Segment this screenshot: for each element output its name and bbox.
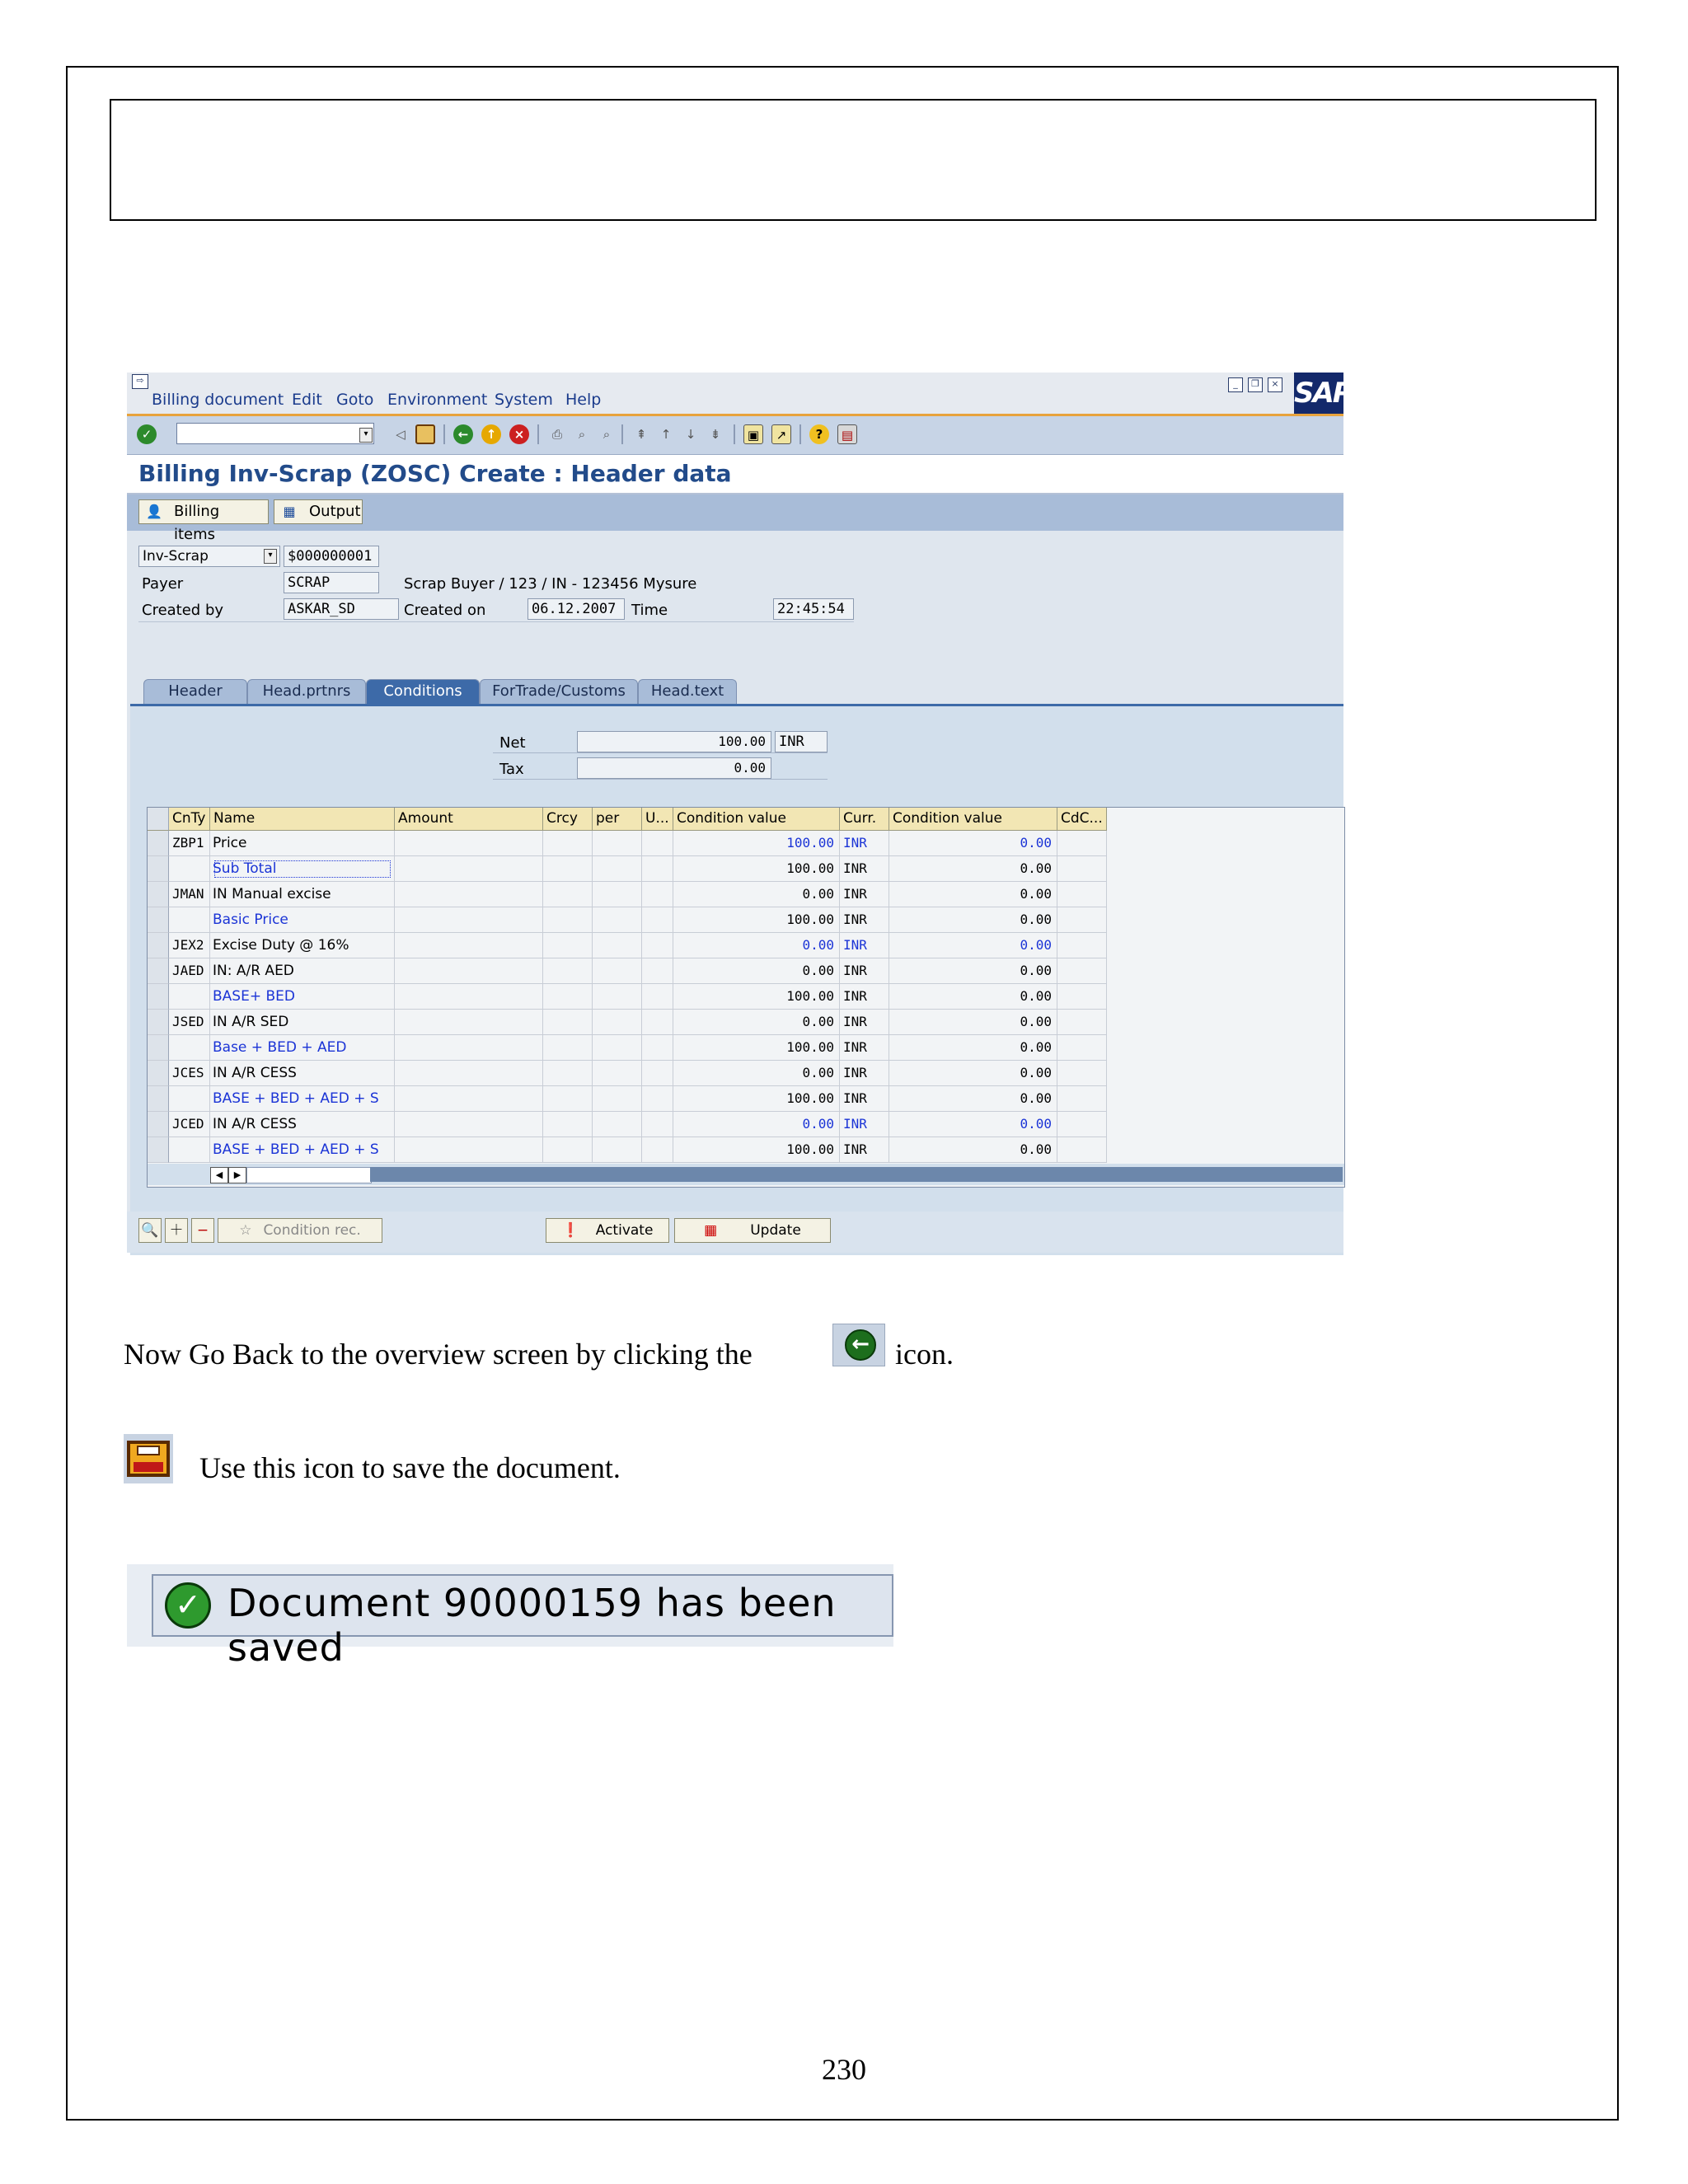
column-header-name[interactable]: Name — [210, 808, 395, 831]
table-row[interactable] — [148, 984, 1107, 1010]
cell-condition-value-2: 0.00 — [889, 1086, 1057, 1112]
cell-name: Excise Duty @ 16% — [210, 933, 395, 958]
billing-items-button[interactable] — [138, 499, 269, 543]
cell-unit — [642, 1086, 673, 1112]
cell-amount — [395, 831, 543, 856]
cancel-icon[interactable]: × — [509, 424, 529, 444]
cell-crcy — [543, 1061, 593, 1086]
menu-bar — [127, 373, 1352, 416]
horizontal-scrollbar[interactable] — [148, 1164, 1344, 1185]
table-row[interactable] — [148, 1010, 1107, 1035]
cell-name: IN: A/R AED — [210, 958, 395, 984]
row-select[interactable] — [148, 1112, 169, 1137]
sap-logo: SAP — [1294, 373, 1343, 414]
update-icon: ▦ — [704, 1222, 718, 1239]
cell-currency: INR — [840, 831, 889, 856]
table-row[interactable] — [148, 958, 1107, 984]
cell-crcy — [543, 958, 593, 984]
sap-window — [127, 373, 1352, 1253]
cell-condition-value-2: 0.00 — [889, 831, 1057, 856]
cell-name: Base + BED + AED — [210, 1035, 395, 1061]
minimize-icon[interactable]: _ — [1228, 377, 1243, 392]
cell-cnty: JCED — [169, 1112, 210, 1137]
cell-crcy — [543, 1086, 593, 1112]
cell-condition-value: 100.00 — [673, 831, 840, 856]
row-select[interactable] — [148, 831, 169, 856]
cell-condition-value-2: 0.00 — [889, 856, 1057, 882]
doc-number-field: $000000001 — [284, 546, 379, 567]
toolbar-separator — [799, 424, 801, 444]
column-header-currency[interactable]: Crcy — [543, 808, 593, 831]
cell-unit — [642, 856, 673, 882]
row-select[interactable] — [148, 856, 169, 882]
cell-cnty: JMAN — [169, 882, 210, 907]
column-header-cnty[interactable]: CnTy — [169, 808, 210, 831]
tax-value-field: 0.00 — [577, 757, 771, 779]
table-row[interactable] — [148, 1086, 1107, 1112]
person-icon: 👤 — [146, 504, 162, 519]
cell-unit — [642, 984, 673, 1010]
cell-per — [593, 831, 642, 856]
cell-currency: INR — [840, 1137, 889, 1163]
row-select[interactable] — [148, 1137, 169, 1163]
back-icon[interactable]: ← — [453, 424, 473, 444]
cell-crcy — [543, 1035, 593, 1061]
cell-cnty — [169, 907, 210, 933]
cell-cdc — [1057, 1137, 1107, 1163]
table-row[interactable] — [148, 882, 1107, 907]
page-number: 230 — [822, 2053, 866, 2086]
cell-per — [593, 907, 642, 933]
toolbar-separator — [443, 424, 445, 444]
cell-condition-value: 0.00 — [673, 882, 840, 907]
row-select[interactable] — [148, 882, 169, 907]
cell-name: IN Manual excise — [210, 882, 395, 907]
payer-description: Scrap Buyer / 123 / IN - 123456 Mysure — [404, 575, 697, 593]
cell-condition-value: 0.00 — [673, 1010, 840, 1035]
cell-per — [593, 856, 642, 882]
cell-condition-value: 100.00 — [673, 984, 840, 1010]
header-divider — [138, 621, 854, 622]
previous-page-icon[interactable]: ↑ — [660, 427, 672, 442]
cell-crcy — [543, 933, 593, 958]
instruction-back: Now Go Back to the overview screen by clicking the — [124, 1338, 753, 1371]
conditions-bottom-toolbar — [127, 1212, 1343, 1253]
column-header-unit[interactable]: U... — [642, 808, 673, 831]
cell-condition-value-2: 0.00 — [889, 882, 1057, 907]
cell-condition-value: 100.00 — [673, 1137, 840, 1163]
cell-crcy — [543, 984, 593, 1010]
cell-crcy — [543, 1112, 593, 1137]
last-page-icon[interactable]: ⇟ — [710, 427, 721, 442]
command-field[interactable] — [176, 423, 374, 444]
find-icon[interactable]: ⌕ — [578, 427, 586, 442]
cell-per — [593, 1061, 642, 1086]
cell-condition-value-2: 0.00 — [889, 984, 1057, 1010]
cell-unit — [642, 907, 673, 933]
exit-icon[interactable]: ↑ — [481, 424, 501, 444]
cell-unit — [642, 1010, 673, 1035]
cell-crcy — [543, 856, 593, 882]
tab-foreign-trade-customs[interactable]: ForTrade/Customs — [480, 679, 638, 704]
row-select[interactable] — [148, 1035, 169, 1061]
cell-per — [593, 1010, 642, 1035]
delete-row-icon[interactable]: − — [191, 1218, 214, 1243]
insert-row-icon[interactable]: ＋ — [165, 1218, 188, 1243]
table-row[interactable] — [148, 1112, 1107, 1137]
standard-toolbar — [127, 416, 1343, 455]
cell-condition-value-2: 0.00 — [889, 958, 1057, 984]
cell-unit — [642, 831, 673, 856]
cell-amount — [395, 1137, 543, 1163]
table-row[interactable] — [148, 1061, 1107, 1086]
column-header-per[interactable]: per — [593, 808, 642, 831]
row-select[interactable] — [148, 984, 169, 1010]
enter-icon[interactable]: ✓ — [137, 424, 157, 444]
cell-currency: INR — [840, 1061, 889, 1086]
cell-crcy — [543, 882, 593, 907]
cell-cdc — [1057, 1112, 1107, 1137]
status-message-box — [152, 1574, 893, 1670]
cell-unit — [642, 1061, 673, 1086]
row-select[interactable] — [148, 907, 169, 933]
cell-cdc — [1057, 831, 1107, 856]
conditions-panel — [130, 704, 1343, 1255]
cell-per — [593, 1086, 642, 1112]
cell-amount — [395, 1035, 543, 1061]
cell-name: Basic Price — [210, 907, 395, 933]
created-on-label: Created on — [404, 602, 486, 619]
next-page-icon[interactable]: ↓ — [685, 427, 696, 442]
column-header-amount[interactable]: Amount — [395, 808, 543, 831]
cell-unit — [642, 1137, 673, 1163]
tax-label: Tax — [499, 761, 524, 778]
scroll-right-icon[interactable]: ▶ — [228, 1167, 246, 1183]
cell-per — [593, 882, 642, 907]
instruction-save: Use this icon to save the document. — [199, 1451, 621, 1484]
table-row[interactable] — [148, 856, 1107, 882]
column-header-condition-value[interactable]: Condition value — [673, 808, 840, 831]
save-icon — [124, 1434, 173, 1483]
net-currency-field: INR — [775, 731, 828, 752]
cell-unit — [642, 1112, 673, 1137]
application-toolbar — [127, 494, 1343, 543]
table-row[interactable] — [148, 1137, 1107, 1163]
cell-condition-value-2: 0.00 — [889, 1137, 1057, 1163]
condition-record-button[interactable] — [218, 1218, 382, 1243]
select-all-column[interactable] — [148, 808, 169, 831]
row-select[interactable] — [148, 1010, 169, 1035]
cell-condition-value-2: 0.00 — [889, 1010, 1057, 1035]
toolbar-separator — [537, 424, 539, 444]
column-header-condition-value-2[interactable]: Condition value — [889, 808, 1057, 831]
output-icon: ▦ — [283, 504, 296, 519]
cell-cnty — [169, 1035, 210, 1061]
created-on-field: 06.12.2007 — [528, 598, 625, 620]
update-label: Update — [750, 1222, 801, 1239]
table-row[interactable] — [148, 831, 1107, 856]
cell-cdc — [1057, 882, 1107, 907]
window-menu-icon[interactable]: ⇨ — [132, 374, 148, 389]
totals-divider — [493, 752, 828, 753]
cell-condition-value-2: 0.00 — [889, 933, 1057, 958]
condition-record-icon: ☆ — [239, 1222, 252, 1239]
cell-amount — [395, 1010, 543, 1035]
condition-record-label: Condition rec. — [263, 1222, 361, 1239]
page-title: Billing Inv-Scrap (ZOSC) Create : Header data — [138, 460, 732, 487]
close-icon[interactable]: × — [1268, 377, 1282, 392]
menu-edit[interactable]: Edit — [292, 391, 322, 409]
command-history-icon[interactable]: ◁ — [396, 427, 406, 442]
time-field: 22:45:54 — [773, 598, 854, 620]
page-header-box — [110, 99, 1597, 221]
cell-amount — [395, 1112, 543, 1137]
doc-type-field[interactable]: Inv-Scrap — [138, 546, 280, 567]
billing-items-label: Billing items — [174, 503, 220, 543]
cell-condition-value: 0.00 — [673, 1112, 840, 1137]
cell-condition-value: 0.00 — [673, 958, 840, 984]
cell-cdc — [1057, 958, 1107, 984]
cell-amount — [395, 1061, 543, 1086]
table-row[interactable] — [148, 933, 1107, 958]
update-button[interactable] — [674, 1218, 831, 1243]
cell-currency: INR — [840, 958, 889, 984]
cell-amount — [395, 907, 543, 933]
doc-type-dropdown-icon[interactable]: ▾ — [264, 549, 277, 564]
help-icon[interactable]: ? — [809, 424, 829, 444]
cell-condition-value: 100.00 — [673, 1086, 840, 1112]
cell-name: BASE+ BED — [210, 984, 395, 1010]
cell-currency: INR — [840, 856, 889, 882]
cell-cnty — [169, 1137, 210, 1163]
first-page-icon[interactable]: ⇞ — [635, 427, 647, 442]
cell-name: BASE + BED + AED + S — [210, 1137, 395, 1163]
cell-condition-value-2: 0.00 — [889, 1112, 1057, 1137]
cell-cnty — [169, 1086, 210, 1112]
cell-crcy — [543, 907, 593, 933]
cell-unit — [642, 933, 673, 958]
net-value-field: 100.00 — [577, 731, 771, 752]
cell-currency: INR — [840, 907, 889, 933]
cell-condition-value: 0.00 — [673, 933, 840, 958]
created-by-field: ASKAR_SD — [284, 598, 399, 620]
output-label: Output — [309, 503, 361, 520]
title-bar — [127, 455, 1343, 494]
cell-cnty: JSED — [169, 1010, 210, 1035]
tab-head-partners[interactable]: Head.prtnrs — [247, 679, 366, 704]
cell-cdc — [1057, 907, 1107, 933]
row-select[interactable] — [148, 933, 169, 958]
cell-currency: INR — [840, 882, 889, 907]
cell-unit — [642, 958, 673, 984]
tab-conditions[interactable]: Conditions — [366, 679, 480, 704]
cell-per — [593, 1035, 642, 1061]
cell-name: IN A/R SED — [210, 1010, 395, 1035]
save-icon[interactable] — [415, 424, 435, 444]
cell-per — [593, 984, 642, 1010]
success-check-icon: ✓ — [165, 1582, 211, 1629]
back-icon: ← — [832, 1324, 885, 1366]
table-row[interactable] — [148, 907, 1107, 933]
activate-label: Activate — [595, 1222, 654, 1239]
cell-cdc — [1057, 1061, 1107, 1086]
tab-head-text[interactable]: Head.text — [638, 679, 737, 704]
cell-cnty: JEX2 — [169, 933, 210, 958]
find-next-icon[interactable]: ⌕ — [603, 427, 611, 442]
cell-condition-value: 100.00 — [673, 1035, 840, 1061]
cell-name: Price — [210, 831, 395, 856]
menu-environment[interactable]: Environment — [387, 391, 488, 409]
payer-field[interactable]: SCRAP — [284, 572, 379, 593]
cell-per — [593, 933, 642, 958]
cell-amount — [395, 933, 543, 958]
cell-amount — [395, 882, 543, 907]
cell-crcy — [543, 1010, 593, 1035]
cell-condition-value-2: 0.00 — [889, 1061, 1057, 1086]
menu-system[interactable]: System — [495, 391, 553, 409]
cell-amount — [395, 1086, 543, 1112]
toolbar-separator — [621, 424, 623, 444]
net-label: Net — [499, 734, 526, 752]
scroll-track[interactable] — [370, 1167, 1343, 1182]
cell-name: IN A/R CESS — [210, 1061, 395, 1086]
cell-name: BASE + BED + AED + S — [210, 1086, 395, 1112]
cell-condition-value-2: 0.00 — [889, 1035, 1057, 1061]
cell-amount — [395, 856, 543, 882]
cell-cdc — [1057, 856, 1107, 882]
cell-cdc — [1057, 1010, 1107, 1035]
menu-help[interactable]: Help — [565, 391, 602, 409]
cell-name: IN A/R CESS — [210, 1112, 395, 1137]
cell-cnty — [169, 984, 210, 1010]
menu-billing-document[interactable]: Billing document — [152, 391, 284, 409]
print-icon[interactable]: ⎙ — [551, 427, 562, 442]
cell-currency: INR — [840, 1086, 889, 1112]
cell-cdc — [1057, 984, 1107, 1010]
cell-cdc — [1057, 933, 1107, 958]
toolbar-separator — [734, 424, 735, 444]
cell-cnty: JCES — [169, 1061, 210, 1086]
restore-icon[interactable]: ❐ — [1248, 377, 1263, 392]
cell-condition-value: 100.00 — [673, 907, 840, 933]
row-select[interactable] — [148, 1061, 169, 1086]
payer-label: Payer — [142, 575, 184, 593]
cell-cdc — [1057, 1086, 1107, 1112]
tab-header[interactable]: Header — [143, 679, 247, 704]
row-select[interactable] — [148, 1086, 169, 1112]
scroll-left-icon[interactable]: ◀ — [210, 1167, 228, 1183]
scroll-thumb[interactable] — [246, 1167, 372, 1183]
cell-crcy — [543, 1137, 593, 1163]
row-select[interactable] — [148, 958, 169, 984]
activate-button[interactable] — [546, 1218, 669, 1243]
new-session-icon[interactable]: ▣ — [743, 424, 763, 444]
cell-per — [593, 1112, 642, 1137]
cell-per — [593, 958, 642, 984]
time-label: Time — [631, 602, 668, 619]
tab-strip — [127, 679, 1343, 704]
cell-unit — [642, 882, 673, 907]
column-header-curr[interactable]: Curr. — [840, 808, 889, 831]
cell-currency: INR — [840, 1010, 889, 1035]
totals-divider — [493, 779, 828, 780]
activate-icon: ❗ — [561, 1222, 579, 1239]
instruction-back-suffix: icon. — [895, 1338, 954, 1371]
cell-currency: INR — [840, 984, 889, 1010]
cell-amount — [395, 984, 543, 1010]
cell-cnty: ZBP1 — [169, 831, 210, 856]
details-icon[interactable]: 🔍 — [138, 1218, 162, 1243]
conditions-table — [147, 807, 1345, 1188]
column-header-cdc[interactable]: CdC... — [1057, 808, 1107, 831]
cell-condition-value: 0.00 — [673, 1061, 840, 1086]
cell-currency: INR — [840, 1035, 889, 1061]
cell-cdc — [1057, 1035, 1107, 1061]
cell-currency: INR — [840, 933, 889, 958]
table-row[interactable] — [148, 1035, 1107, 1061]
cell-currency: INR — [840, 1112, 889, 1137]
cell-cnty — [169, 856, 210, 882]
cell-condition-value: 100.00 — [673, 856, 840, 882]
cell-amount — [395, 958, 543, 984]
created-by-label: Created by — [142, 602, 224, 619]
cell-per — [593, 1137, 642, 1163]
shortcut-icon[interactable]: ↗ — [771, 424, 791, 444]
cell-name: Sub Total — [210, 856, 395, 882]
status-message: Document 90000159 has been saved — [227, 1581, 837, 1670]
layout-menu-icon[interactable]: ▤ — [837, 424, 857, 444]
cell-crcy — [543, 831, 593, 856]
status-bar — [127, 1564, 893, 1670]
menu-goto[interactable]: Goto — [336, 391, 374, 409]
cell-condition-value-2: 0.00 — [889, 907, 1057, 933]
cell-unit — [642, 1035, 673, 1061]
cell-cnty: JAED — [169, 958, 210, 984]
command-dropdown-icon[interactable]: ▾ — [359, 428, 373, 443]
output-button[interactable] — [274, 499, 363, 524]
